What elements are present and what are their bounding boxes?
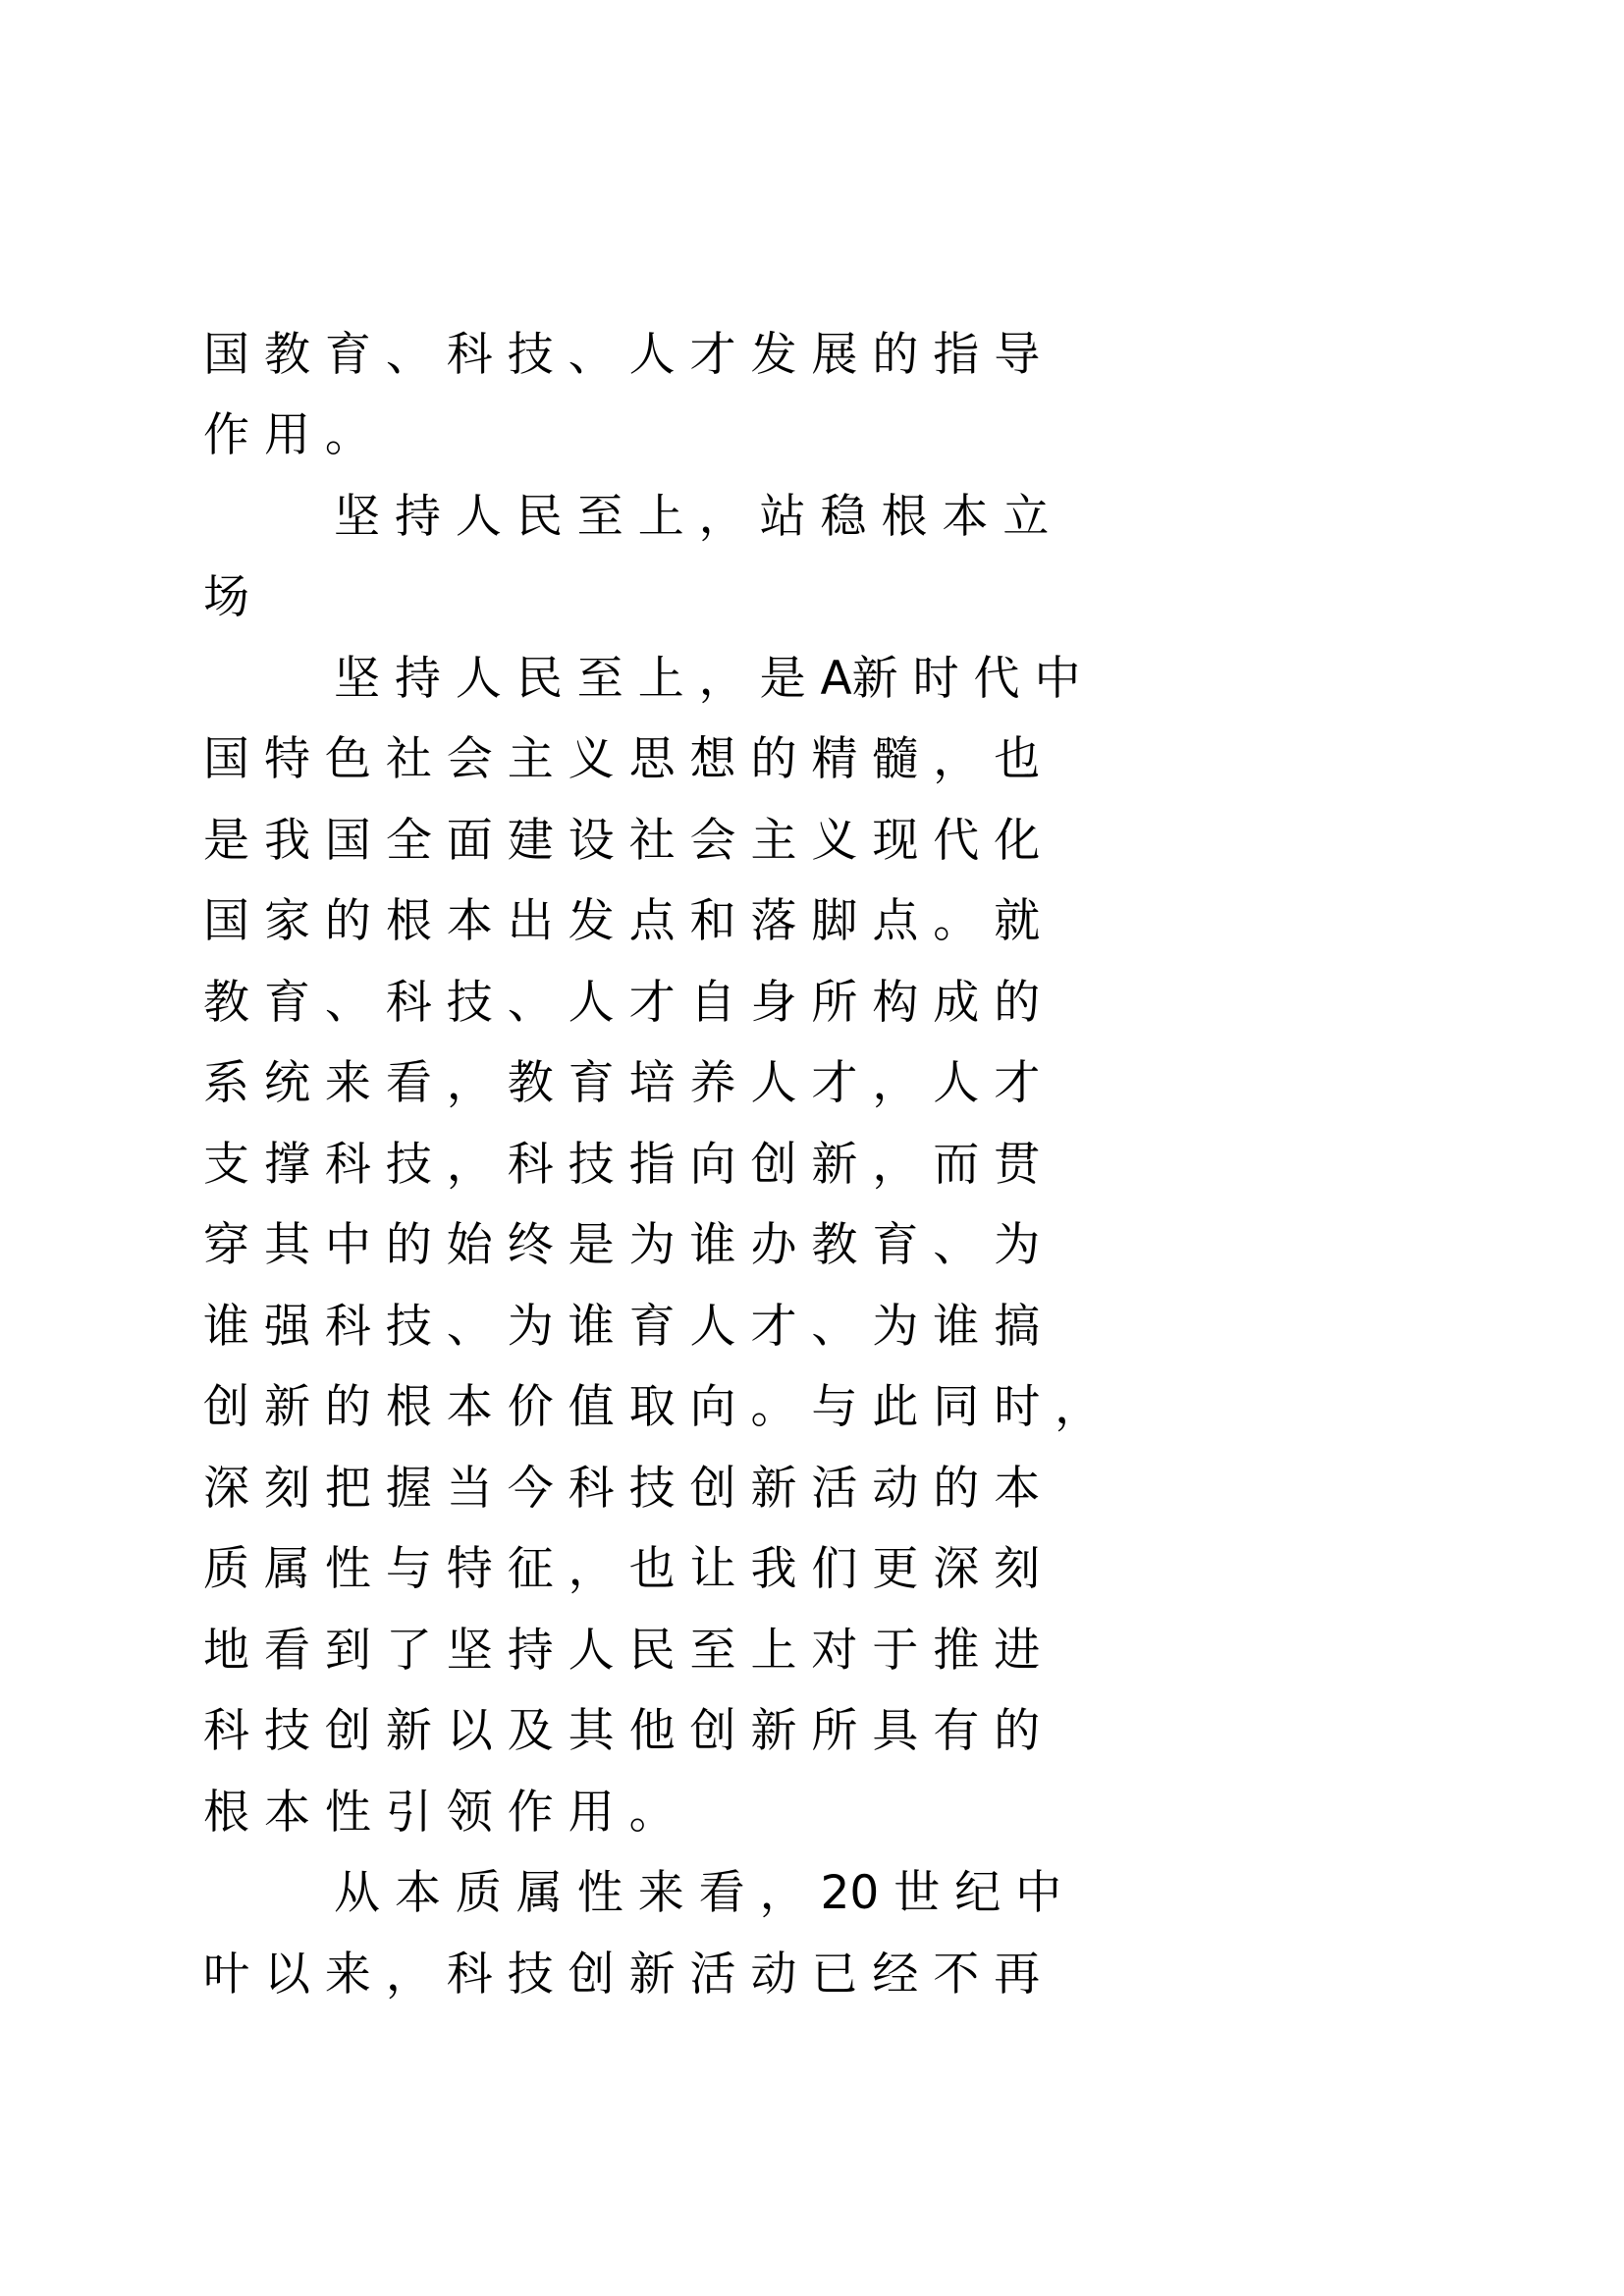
text-line: 穿 其 中 的 始 终 是 为 谁 办 教 育 、 为 [203,1218,1041,1272]
text-line: 国 家 的 根 本 出 发 点 和 落 脚 点 。 就 [203,894,1041,948]
section-heading-line: 场 [203,570,249,624]
text-line: 创 新 的 根 本 价 值 取 向 。 与 此 同 时 ， [203,1380,1102,1434]
text-line: 是 我 国 全 面 建 设 社 会 主 义 现 代 化 [203,814,1041,868]
text-line: 教 育 、 科 技 、 人 才 自 身 所 构 成 的 [203,976,1041,1030]
text-line: 系 统 来 看 ， 教 育 培 养 人 才 ， 人 才 [203,1056,1041,1110]
text-line: 支 撑 科 技 ， 科 技 指 向 创 新 ， 而 贯 [203,1138,1041,1192]
text-line: 科 技 创 新 以 及 其 他 创 新 所 具 有 的 [203,1704,1041,1758]
paragraph-first-line: 坚 持 人 民 至 上 ， 是 A新 时 代 中 [334,652,1081,706]
text-line: 谁 强 科 技 、 为 谁 育 人 才 、 为 谁 搞 [203,1300,1041,1354]
text-line: 质 属 性 与 特 征 ， 也 让 我 们 更 深 刻 [203,1542,1041,1596]
text-line: 根 本 性 引 领 作 用 。 [203,1786,676,1840]
section-heading-line: 坚 持 人 民 至 上 ， 站 稳 根 本 立 [334,490,1050,544]
text-line: 深 刻 把 握 当 今 科 技 创 新 活 动 的 本 [203,1462,1041,1516]
text-line: 作 用 。 [203,408,371,462]
paragraph-first-line: 从 本 质 属 性 来 看 ， 20 世 纪 中 [334,1866,1062,1920]
text-line: 叶 以 来 ， 科 技 创 新 活 动 已 经 不 再 [203,1948,1041,2002]
text-line: 国 教 育 、 科 技 、 人 才 发 展 的 指 导 [203,328,1041,382]
text-line: 地 看 到 了 坚 持 人 民 至 上 对 于 推 进 [203,1624,1041,1678]
text-line: 国 特 色 社 会 主 义 思 想 的 精 髓 ， 也 [203,732,1041,786]
